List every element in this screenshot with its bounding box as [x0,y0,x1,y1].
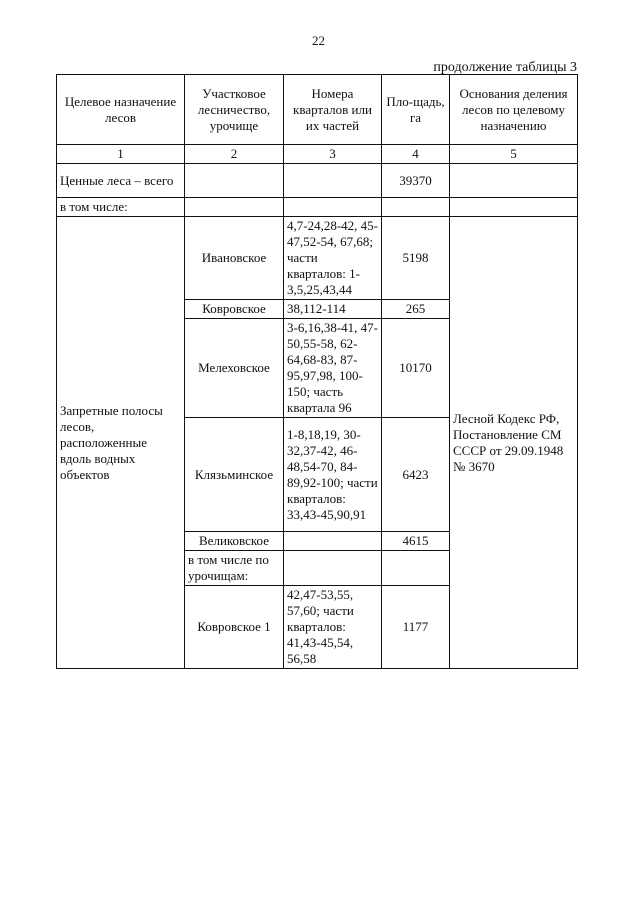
column-number-row [57,145,578,164]
column-number: 3 [284,145,382,164]
quarters-cell: 4,7-24,28-42, 45-47,52-54, 67,68; части кварталов: 1-3,5,25,43,44 [284,217,382,300]
column-number: 1 [57,145,185,164]
forestry-name: Клязьминское [185,418,284,532]
header-forestry: Участковое лесничество, урочище [185,75,284,145]
area-cell: 4615 [382,532,450,551]
header-purpose: Целевое назначение лесов [57,75,185,145]
forestry-name: Ивановское [185,217,284,300]
column-number: 4 [382,145,450,164]
area-cell: 10170 [382,319,450,418]
column-number: 5 [450,145,578,164]
forest-purpose-table [56,74,578,669]
including-label: в том числе: [57,198,185,217]
quarters-cell: 38,112-114 [284,300,382,319]
forestry-name: Великовское [185,532,284,551]
table-continuation-label: продолжение таблицы 3 [433,60,577,75]
forestry-name: Ковровское [185,300,284,319]
table-row [57,198,578,217]
area-cell: 6423 [382,418,450,532]
quarters-cell: 3-6,16,38-41, 47-50,55-58, 62-64,68-83, 87-95,97,98, 100-150; часть квартала 96 [284,319,382,418]
header-area: Пло-щадь, га [382,75,450,145]
table-row [57,217,578,300]
area-cell: 5198 [382,217,450,300]
header-quarters: Номера кварталов или их частей [284,75,382,145]
table-header-row [57,75,578,145]
page-number: 22 [312,33,325,48]
table-row [57,164,578,198]
column-number: 2 [185,145,284,164]
basis-cell: Лесной Кодекс РФ, Постановление СМ СССР от 29.09.1948 № 3670 [450,217,578,669]
quarters-cell: 1-8,18,19, 30-32,37-42, 46-48,54-70, 84-89,92-100; части кварталов: 33,43-45,90,91 [284,418,382,532]
purpose-cell: Запретные полосы лесов, расположенные вдоль водных объектов [57,217,185,669]
forestry-name: Мелеховское [185,319,284,418]
tracts-label: в том числе по урочищам: [185,551,284,586]
tract-name: Ковровское 1 [185,586,284,669]
area-cell: 265 [382,300,450,319]
quarters-cell: 42,47-53,55, 57,60; части кварталов: 41,43-45,54, 56,58 [284,586,382,669]
header-basis: Основания деления лесов по целевому назначению [450,75,578,145]
valuable-forests-area: 39370 [382,164,450,198]
area-cell: 1177 [382,586,450,669]
valuable-forests-label: Ценные леса – всего [57,164,185,198]
